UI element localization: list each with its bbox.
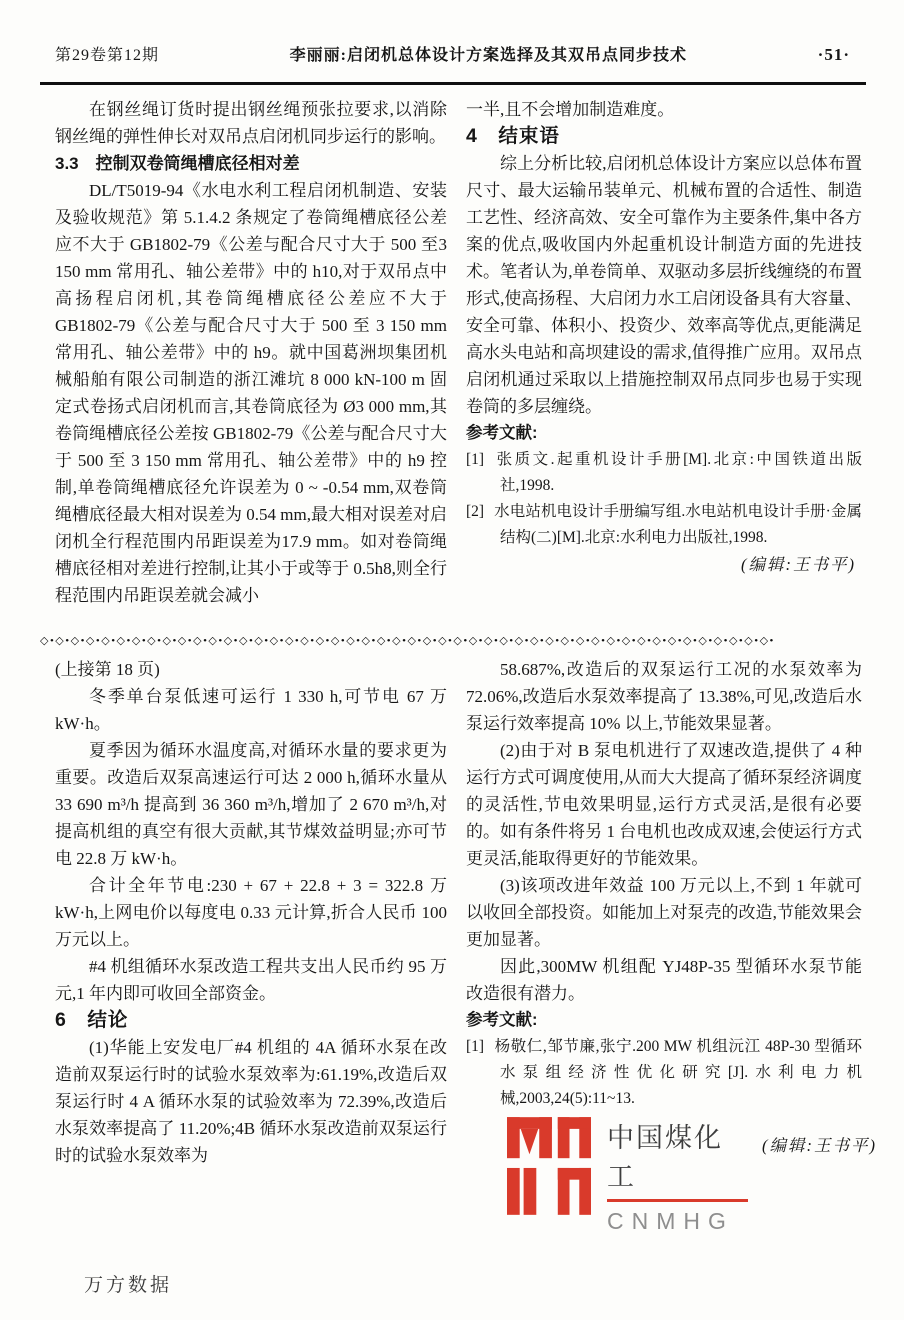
cnmhg-logo-cn: 中国煤化工: [607, 1116, 748, 1202]
reference-item: [466, 1034, 862, 1112]
editor-credit: (编辑:王书平): [762, 1136, 877, 1155]
reference-item: [466, 499, 862, 551]
paragraph: (1)华能上安发电厂#4 机组的 4A 循环水泵在改造前双泵运行时的试验水泵效率为:61.19%,改造后双泵运行时 4 A 循环水泵的试验效率为 72.39%,改造后水泵效率提高了 11.20%;4B 循环水泵改造前双泵运行时的试验水泵效率为: [55, 1038, 447, 1165]
article2-right-column: [466, 656, 862, 1112]
wanfang-data-mark: 万方数据: [84, 1275, 173, 1296]
paragraph: 综上分析比较,启闭机总体设计方案应以总体布置尺寸、最大运输吊装单元、机械布置的合适性、制造工艺性、经济高效、安全可靠作为主要条件,集中各方案的优点,吸收国内外起重机设计制造方面的先进技术。笔者认为,单卷筒单、双驱动多层折线缠绕的布置形式,使高扬程、大启闭力水工启闭设备具有大容量、安全可靠、体积小、投资少、效率高等优点,更能满足高水头电站和高坝建设的需求,值得推广应用。双吊点启闭机通过采取以上措施控制双吊点同步也易于实现卷筒的多层缠绕。: [466, 154, 862, 416]
page-number: ·51·: [817, 45, 850, 64]
paragraph: 夏季因为循环水温度高,对循环水量的要求更为重要。改造后双泵高速运行可达 2 000 h,循环水量从 33 690 m³/h 提高到 36 360 m³/h,增加了 2 670 m³/h,对提高机组的真空有很大贡献,其节煤效益明显;亦可节电 22.8 万 kW·h。: [55, 741, 447, 868]
cnmhg-logo-en: CNMHG: [607, 1208, 734, 1234]
paragraph: 冬季单台泵低速可运行 1 330 h,可节电 67 万 kW·h。: [55, 687, 447, 733]
paragraph: 合计全年节电:230 + 67 + 22.8 + 3 = 322.8 万 kW·h,上网电价以每度电 0.33 元计算,折合人民币 100 万元以上。: [55, 876, 447, 949]
paragraph: 在钢丝绳订货时提出钢丝绳预张拉要求,以消除钢丝绳的弹性伸长对双吊点启闭机同步运行的影响。: [55, 100, 447, 146]
article2-left-column: [55, 656, 447, 1196]
references-title: 参考文献:: [466, 1011, 538, 1029]
article1-right-column: [466, 96, 862, 578]
paragraph: 58.687%,改造后的双泵运行工况的水泵效率为 72.06%,改造后水泵效率提高了 13.38%,可见,改造后水泵运行效率提高 10% 以上,节能效果显著。: [466, 660, 862, 733]
reference-label: [1]: [466, 1038, 485, 1055]
references-title: 参考文献:: [466, 424, 538, 442]
paragraph: (2)由于对 B 泵电机进行了双速改造,提供了 4 种运行方式可调度使用,从而大大提高了循环泵经济调度的灵活性,节电效果明显,运行方式灵活,是很有必要的。如有条件将另 1 台电机也改成双速,会使运行方式更灵活,能取得更好的节能效果。: [466, 741, 862, 868]
reference-label: [2]: [466, 503, 485, 520]
paragraph: 因此,300MW 机组配 YJ48P-35 型循环水泵节能改造很有潜力。: [466, 957, 862, 1003]
journal-issue: 第29卷第12期: [55, 47, 160, 64]
cnmhg-logo-icon: [507, 1116, 591, 1216]
cnmhg-logo-text: [607, 1116, 748, 1235]
reference-item: [466, 447, 862, 499]
page-header: [55, 42, 850, 65]
header-rule: [40, 82, 866, 85]
paragraph: DL/T5019-94《水电水利工程启闭机制造、安装及验收规范》第 5.1.4.2 条规定了卷筒绳槽底径公差应不大于 GB1802-79《公差与配合尺寸大于 500 至3 150 mm 常用孔、轴公差带》中的 h10,对于双吊点中高扬程启闭机,其卷筒绳槽底径公差应不大于 GB1802-79《公差与配合尺寸大于 500 至 3 150 mm 常用孔、轴公差带》中的 h9。就中国葛洲坝集团机械船舶有限公司制造的浙江滩坑 8 000 kN-100 m 固定式卷扬式启闭机而言,其卷筒底径为 Ø3 000 mm,其卷筒绳槽底径公差按 GB1802-79《公差与配合尺寸大于 500 至 3 150 mm 常用孔、轴公差带》中的 h9 控制,单卷筒绳槽底径允许误差为 0 ~ -0.54 mm,双卷筒绳槽底径最大相对误差为 0.54 mm,最大相对误差对启闭机全行程范围内吊距误差为17.9 mm。如对卷筒绳槽底径相对差进行控制,让其小于或等于 0.5h8,则全行程范围内吊距误差就会减小: [55, 181, 447, 605]
article1-left-column: [55, 96, 447, 641]
reference-text: 张质文.起重机设计手册[M].北京:中国铁道出版社,1998.: [494, 451, 862, 494]
section-heading-4: 4 结束语: [466, 125, 560, 147]
reference-label: [1]: [466, 451, 485, 468]
reference-text: 水电站机电设计手册编写组.水电站机电设计手册·金属结构(二)[M].北京:水利电力出版社,1998.: [494, 503, 862, 546]
continued-note: (上接第 18 页): [55, 660, 160, 679]
section-heading-3-3: 3.3 控制双卷筒绳槽底径相对差: [55, 154, 300, 173]
section-divider-ornament: ◇•◇•◇•◇•◇•◇•◇•◇•◇•◇•◇•◇•◇•◇•◇•◇•◇•◇•◇•◇•◇•◇•◇•◇•◇•◇•◇•◇•◇•◇•◇•◇•◇•◇•◇•◇•◇•◇•◇•◇•◇•◇•◇•◇•◇•◇•◇•◇•: [40, 635, 775, 647]
reference-text: 杨敬仁,邹节廉,张宁.200 MW 机组沅江 48P-30 型循环水泵组经济性优化研究[J].水利电力机械,2003,24(5):11~13.: [494, 1038, 862, 1107]
cnmhg-watermark: [507, 1116, 877, 1235]
paragraph: #4 机组循环水泵改造工程共支出人民币约 95 万元,1 年内即可收回全部资金。: [55, 957, 447, 1003]
paragraph: (3)该项改进年效益 100 万元以上,不到 1 年就可以收回全部投资。如能加上对泵壳的改造,节能效果会更加显著。: [466, 876, 862, 949]
editor-credit: (编辑:王书平): [741, 555, 856, 574]
section-heading-6: 6 结论: [55, 1009, 129, 1031]
running-title: 李丽丽:启闭机总体设计方案选择及其双吊点同步技术: [289, 47, 687, 64]
paragraph: 一半,且不会增加制造难度。: [466, 100, 675, 119]
